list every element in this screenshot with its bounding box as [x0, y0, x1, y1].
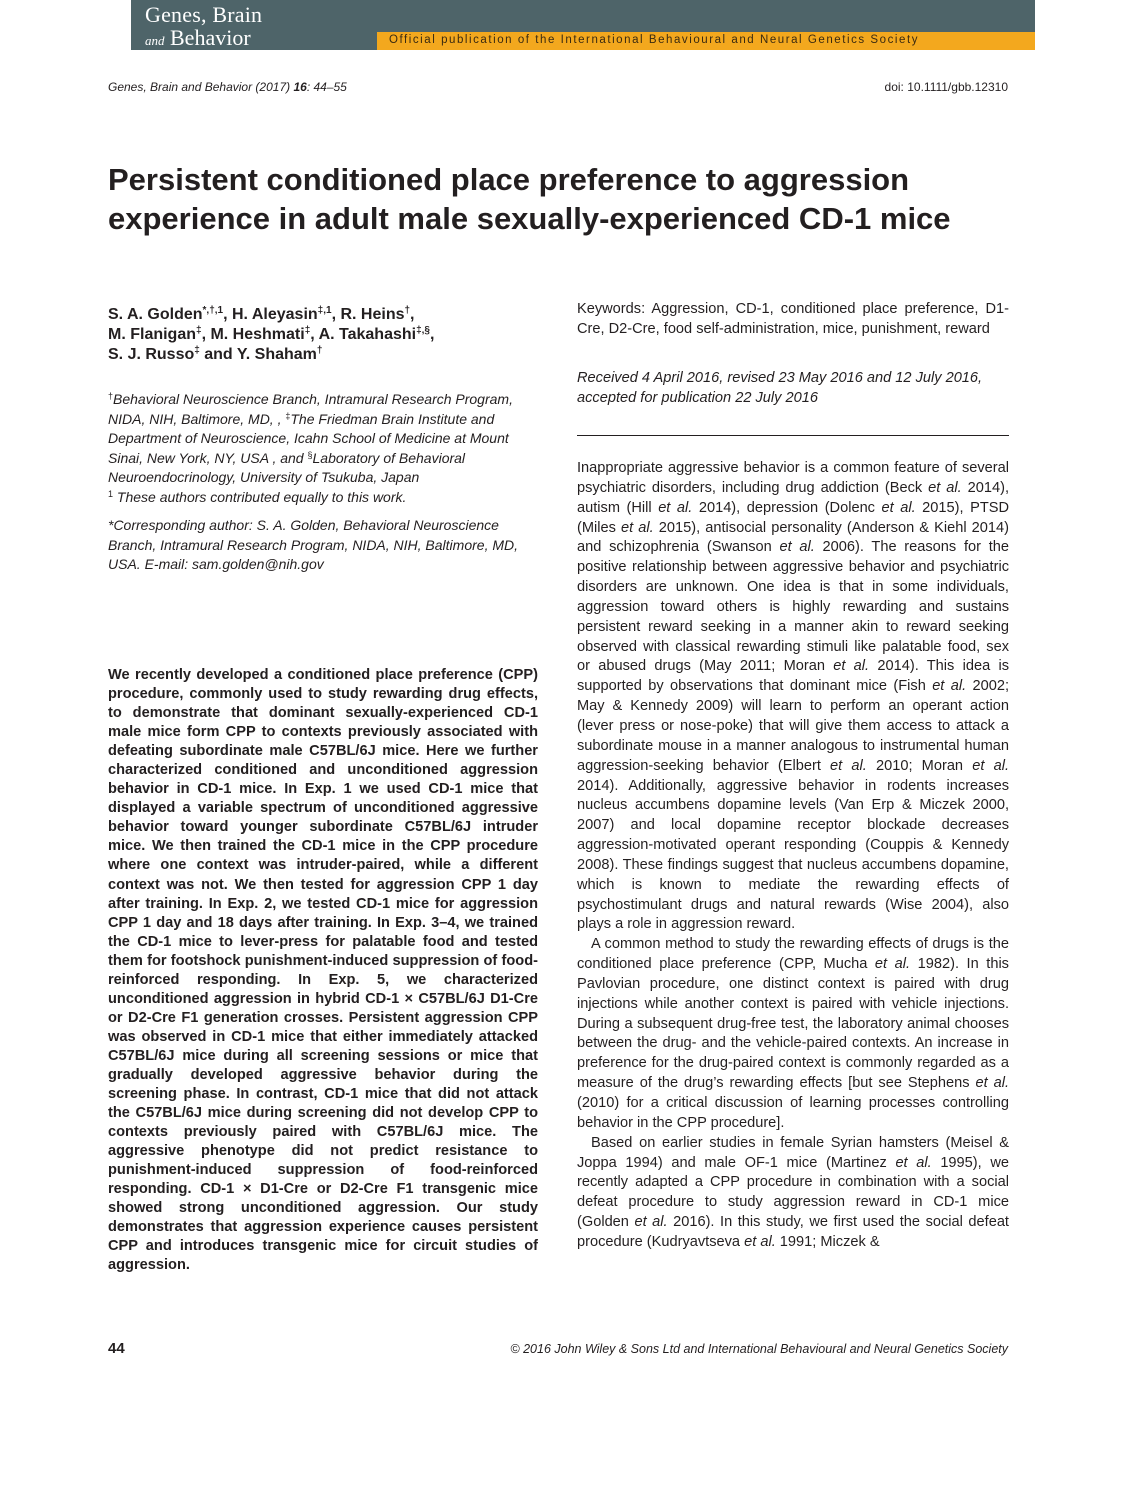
text-run: 1991; Miczek & — [775, 1233, 880, 1250]
affiliation-mark: ‡ — [285, 410, 291, 421]
author-affiliation-marks: ‡ — [304, 325, 311, 336]
author-separator: , — [310, 326, 319, 343]
journal-logo-and: and — [145, 33, 165, 48]
text-run: et al. — [975, 1075, 1010, 1092]
text-run: et al. — [874, 956, 911, 973]
equal-contribution-mark: 1 — [108, 488, 114, 499]
citation-journal: Genes, Brain and Behavior (2017) — [108, 80, 294, 94]
affiliation-1: Behavioral Neuroscience Branch, Intramural Research Program, NIDA, NIH, Baltimore, MD, , — [108, 391, 513, 427]
text-run: et al. — [779, 539, 815, 556]
text-run: et al. — [833, 658, 870, 675]
doi: doi: 10.1111/gbb.12310 — [884, 80, 1008, 94]
text-run: et al. — [972, 757, 1009, 774]
journal-logo-line1: Genes, Brain — [145, 2, 263, 27]
citation-volume: 16 — [293, 80, 307, 94]
body-paragraph-2 — [577, 935, 1009, 1133]
author-separator: , — [410, 306, 415, 323]
text-run: et al. — [634, 1214, 668, 1231]
author-name: M. Flanigan — [108, 326, 196, 343]
author-separator: , — [201, 326, 211, 343]
author-name: R. Heins — [340, 306, 405, 323]
author-affiliation-marks: *,†,1 — [202, 305, 224, 316]
author-separator: and — [199, 346, 237, 363]
body-paragraph-1 — [577, 459, 1009, 935]
text-run: et al. — [744, 1233, 776, 1250]
divider-rule — [577, 435, 1009, 436]
author-affiliation-marks: ‡,§ — [416, 325, 430, 336]
keywords: Keywords: Aggression, CD-1, conditioned place preference, D1-Cre, D2-Cre, food self-administration, mice, punishment, reward — [577, 301, 1009, 337]
text-run: 2014), depression (Dolenc — [692, 499, 882, 516]
text-run: 2002; May & Kennedy 2009) will learn to perform an operant action (lever press or nose-poke) that will give them access to attack a subordinate mouse in a manner analogous to instrumental human aggression-seeking behavior (Elbert — [577, 678, 1010, 774]
author-name: S. J. Russo — [108, 346, 195, 363]
text-run: 2015), antisocial personality (Anderson & Kiehl 2014) and schizophrenia (Swanson — [577, 519, 1009, 556]
author-affiliation-marks: † — [316, 345, 323, 356]
journal-logo — [131, 0, 377, 50]
text-run: et al. — [895, 1154, 932, 1171]
journal-logo-line2 — [145, 25, 251, 51]
text-run: 2010; Moran — [866, 757, 973, 774]
author-name: A. Takahashi — [318, 326, 417, 343]
text-run: et al. — [928, 479, 962, 496]
text-run: et al. — [830, 757, 867, 774]
text-run: A common method to study the rewarding effects of drugs is the conditioned place preference (CPP, Mucha — [577, 936, 1009, 973]
citation — [108, 80, 347, 94]
author-name: H. Aleyasin — [232, 306, 318, 323]
text-run: 1995), we recently adapted a CPP procedure in combination with a social defeat procedure to study aggression reward in CD-1 mice (Golden — [577, 1154, 1009, 1231]
journal-logo-behavior: Behavior — [170, 25, 251, 50]
received-dates: Received 4 April 2016, revised 23 May 2016 and 12 July 2016, accepted for publication 22 July 2016 — [577, 370, 983, 406]
article-title: Persistent conditioned place preference to aggression experience in adult male sexually-experienced CD-1 mice — [108, 162, 951, 236]
page-number: 44 — [108, 1340, 125, 1357]
author-affiliation-marks: ‡,1 — [317, 305, 332, 316]
corresponding-author: *Corresponding author: S. A. Golden, Behavioral Neuroscience Branch, Intramural Research Program, NIDA, NIH, Baltimore, MD, USA. E-mail: sam.golden@nih.gov — [108, 517, 519, 572]
author-name: S. A. Golden — [108, 306, 203, 323]
author-name: Y. Shaham — [236, 346, 317, 363]
abstract: We recently developed a conditioned place preference (CPP) procedure, commonly used to study rewarding drug effects, to demonstrate that dominant sexually-experienced CD-1 male mice form CPP to contexts previously associated with defeating subordinate male C57BL/6J mice. Here we further characterized conditioned and unconditioned aggression behavior in CD-1 mice. In Exp. 1 we used CD-1 mice that displayed a variable spectrum of unconditioned aggressive behavior toward younger subordinate C57BL/6J intruder mice. We then trained the CD-1 mice in the CPP procedure where one context was intruder-paired, while a different context was not. We then tested for aggression CPP 1 day after training. In Exp. 2, we tested CD-1 mice for aggression CPP 1 day and 18 days after training. In Exp. 3–4, we trained the CD-1 mice to lever-press for palatable food and tested them for footshock punishment-induced suppression of food-reinforced responding. In Exp. 5, we characterized unconditioned aggression in hybrid CD-1 × C57BL/6J D1-Cre or D2-Cre F1 generation crosses. Persistent aggression CPP was observed in CD-1 mice that either immediately attacked C57BL/6J mice during all screening sessions or mice that gradually developed aggressive behavior during the screening phase. In contrast, CD-1 mice that did not attack the C57BL/6J mice during screening did not develop CPP to contexts previously paired with C57BL/6J mice. The aggressive phenotype did not predict resistance to punishment-induced suppression of food-reinforced responding. CD-1 × D1-Cre or D2-Cre F1 transgenic mice showed strong unconditioned aggression. Our study demonstrates that aggression experience causes persistent CPP and introduces transgenic mice for circuit studies of aggression. — [108, 667, 538, 1274]
affiliation-3: Laboratory of Behavioral Neuroendocrinology, University of Tsukuba, Japan — [108, 449, 466, 485]
society-banner — [377, 32, 1035, 50]
text-run: et al. — [881, 499, 916, 516]
copyright: © 2016 John Wiley & Sons Ltd and International Behavioural and Neural Genetics Society — [510, 1342, 1008, 1356]
author-name: M. Heshmati — [210, 326, 305, 343]
equal-contribution-note: These authors contributed equally to this work. — [113, 488, 407, 505]
masthead-banner — [377, 0, 1035, 32]
text-run: Inappropriate aggressive behavior is a common feature of several psychiatric disorders, including drug addiction (Beck — [577, 460, 1009, 496]
text-run: 2015), PTSD (Miles — [577, 499, 1010, 536]
author-list — [108, 305, 548, 365]
text-run: 2014), autism (Hill — [577, 479, 1010, 516]
affiliation-mark: § — [307, 449, 313, 460]
author-separator: , — [429, 326, 435, 343]
body-text — [577, 459, 1009, 1253]
body-paragraph-3 — [577, 1134, 1009, 1253]
society-banner-text: Official publication of the International Behavioural and Neural Genetics Society — [389, 34, 919, 46]
affiliations — [108, 390, 543, 507]
text-run: (2010) for a critical discussion of learning processes controlling behavior in the CPP procedure]. — [577, 1095, 1009, 1131]
author-separator: , — [331, 306, 341, 323]
author-affiliation-marks: ‡ — [196, 325, 202, 336]
text-run: et al. — [621, 519, 654, 536]
citation-pages: : 44–55 — [306, 80, 347, 94]
text-run: Based on earlier studies in female Syrian hamsters (Meisel & Joppa 1994) and male OF-1 mice (Martinez — [577, 1134, 1009, 1171]
text-run: 2016). In this study, we first used the social defeat procedure (Kudryavtseva — [577, 1214, 1009, 1250]
author-affiliation-marks: † — [404, 305, 411, 316]
author-affiliation-marks: ‡ — [194, 345, 200, 356]
text-run: 2014). Additionally, aggressive behavior in rodents increases nucleus accumbens dopamine levels (Van Erp & Miczek 2000, 2007) and local dopamine receptor blockade decreases aggression-motivated operant responding (Couppis & Kennedy 2008). These findings suggest that nucleus accumbens dopamine, which is known to mediate the rewarding effects of psychostimulant drugs and natural rewards (Wise 2004), also plays a role in aggression reward. — [577, 777, 1009, 933]
affiliation-2: The Friedman Brain Institute and Department of Neuroscience, Icahn School of Medicine at Mount Sinai, New York, NY, USA , and — [108, 410, 509, 466]
text-run: 2006). The reasons for the positive relationship between aggressive behavior and psychiatric disorders are unknown. One idea is that in some individuals, aggression toward others is highly rewarding and sustains persistent reward seeking in a manner akin to reward seeking observed with classical rewarding stimuli like palatable food, sex or abused drugs (May 2011; Moran — [577, 539, 1009, 675]
text-run: 1982). In this Pavlovian procedure, one distinct context is paired with drug injections while another context is paired with vehicle injections. During a subsequent drug-free test, the laboratory animal chooses between the drug- and the vehicle-paired contexts. An increase in preference for the drug-paired context is commonly regarded as a measure of the drug’s rewarding effects [but see Stephens — [577, 956, 1009, 1092]
affiliation-mark: † — [108, 391, 114, 401]
text-run: et al. — [658, 499, 693, 516]
text-run: et al. — [932, 678, 967, 695]
text-run: 2014). This idea is supported by observations that dominant mice (Fish — [577, 658, 1009, 695]
author-separator: , — [223, 306, 232, 323]
